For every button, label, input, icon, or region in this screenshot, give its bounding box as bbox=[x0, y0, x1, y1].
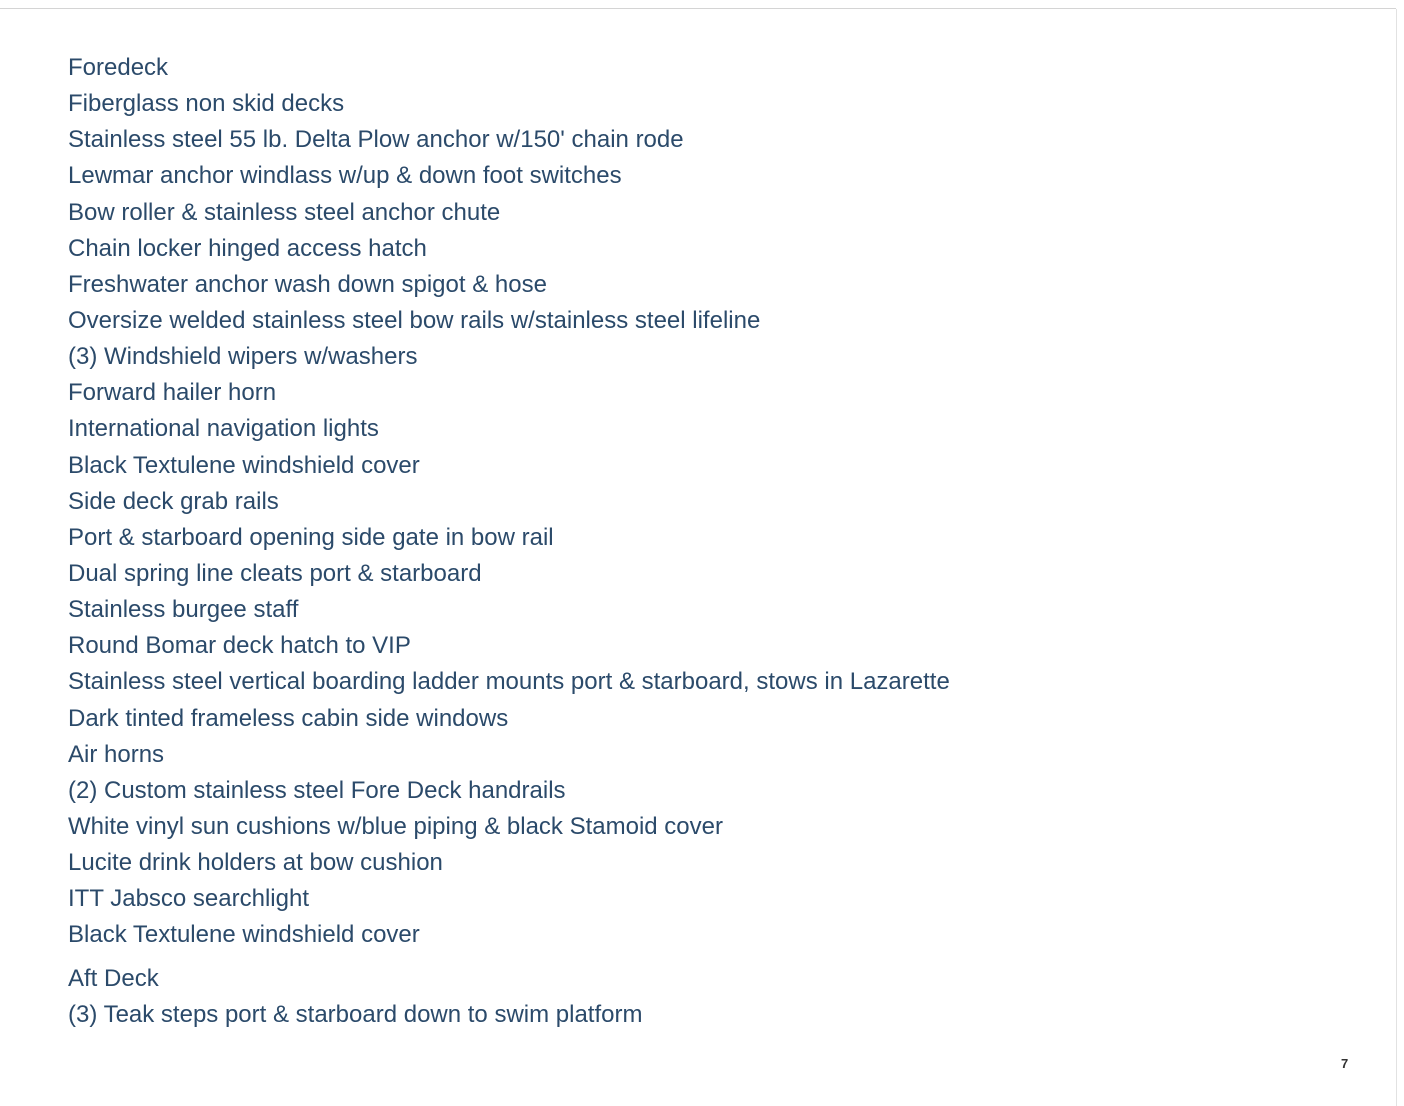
list-item: White vinyl sun cushions w/blue piping & black Stamoid cover bbox=[68, 812, 723, 840]
section-aft-deck bbox=[68, 961, 1368, 1033]
list-item: Round Bomar deck hatch to VIP bbox=[68, 632, 411, 660]
list-item: Port & starboard opening side gate in bow rail bbox=[68, 523, 554, 551]
list-item: International navigation lights bbox=[68, 415, 379, 443]
list-item: (3) Teak steps port & starboard down to swim platform bbox=[68, 1000, 643, 1028]
list-item: Side deck grab rails bbox=[68, 487, 279, 515]
list-item: Stainless steel vertical boarding ladder mounts port & starboard, stows in Lazarette bbox=[68, 668, 950, 696]
list-item: Fiberglass non skid decks bbox=[68, 90, 345, 118]
list-item: Lewmar anchor windlass w/up & down foot switches bbox=[68, 162, 622, 190]
list-item: Black Textulene windshield cover bbox=[68, 921, 420, 949]
section-foredeck bbox=[68, 50, 1368, 954]
page-number: 7 bbox=[1341, 1056, 1349, 1071]
list-item: Freshwater anchor wash down spigot & hose bbox=[68, 270, 547, 298]
list-item: Lucite drink holders at bow cushion bbox=[68, 849, 443, 877]
list-item: (3) Windshield wipers w/washers bbox=[68, 343, 418, 371]
list-item: Stainless steel 55 lb. Delta Plow anchor w/150' chain rode bbox=[68, 126, 684, 154]
list-item: ITT Jabsco searchlight bbox=[68, 885, 309, 913]
list-item: (2) Custom stainless steel Fore Deck handrails bbox=[68, 776, 566, 804]
section-heading: Aft Deck bbox=[68, 964, 159, 992]
document-page bbox=[0, 9, 1396, 1106]
list-item: Bow roller & stainless steel anchor chute bbox=[68, 198, 501, 226]
list-item: Dual spring line cleats port & starboard bbox=[68, 559, 482, 587]
list-item: Oversize welded stainless steel bow rails w/stainless steel lifeline bbox=[68, 306, 761, 334]
list-item: Black Textulene windshield cover bbox=[68, 451, 420, 479]
page-content bbox=[68, 50, 1368, 1033]
list-item: Dark tinted frameless cabin side windows bbox=[68, 704, 509, 732]
list-item: Chain locker hinged access hatch bbox=[68, 234, 427, 262]
list-item: Stainless burgee staff bbox=[68, 596, 299, 624]
list-item: Forward hailer horn bbox=[68, 379, 277, 407]
section-heading: Foredeck bbox=[68, 54, 169, 81]
right-divider bbox=[1396, 9, 1397, 1106]
list-item: Air horns bbox=[68, 740, 165, 768]
